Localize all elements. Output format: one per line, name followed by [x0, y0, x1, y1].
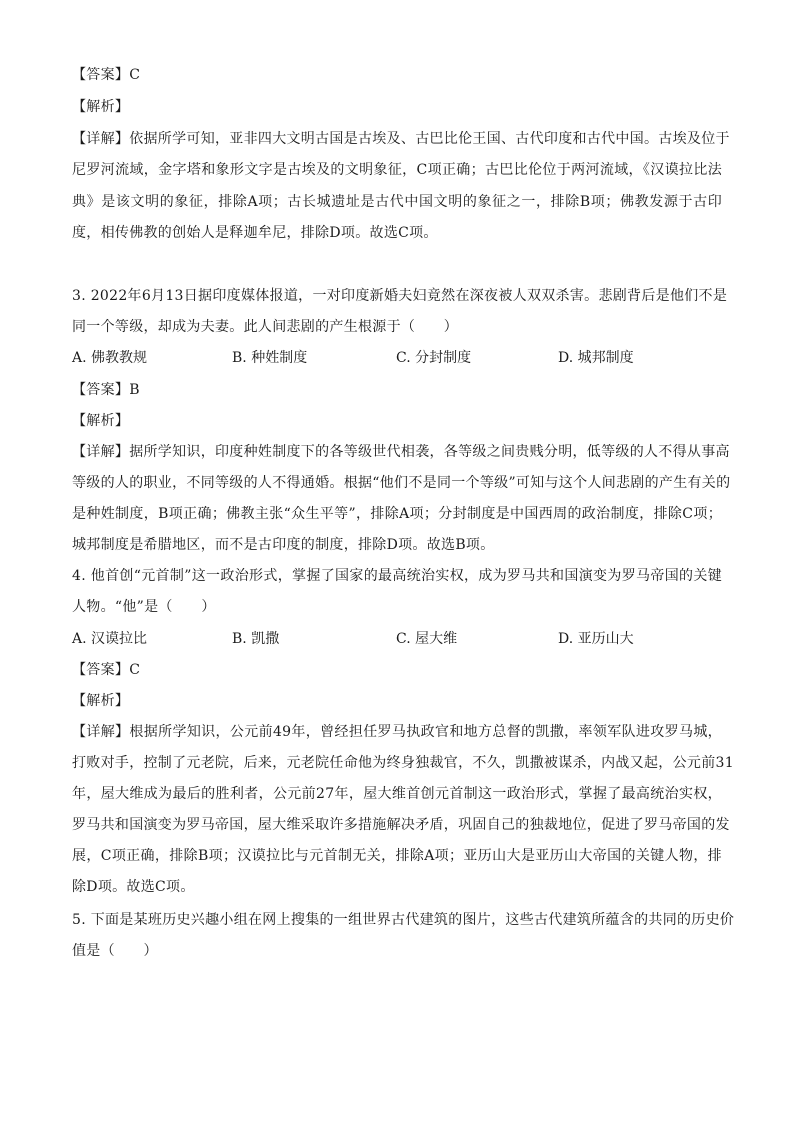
q3-stem-line-1: 3. 2022年6月13日据印度媒体报道，一对印度新婚夫妇竟然在深夜被人双双杀害。悲剧背后是他们不是 — [72, 288, 728, 304]
q4-option-b: B. 凯撒 — [232, 631, 280, 647]
q2-detail-line-3: 典》是该文明的象征，排除A项；古长城遗址是古代中国文明的象征之一，排除B项；佛教发源于古印 — [72, 194, 722, 210]
q4-option-d: D. 亚历山大 — [558, 631, 634, 647]
q4-detail-line-1: 【详解】根据所学知识，公元前49年，曾经担任罗马执政官和地方总督的凯撒，率领军队进攻罗马城， — [72, 724, 722, 740]
q3-option-c: C. 分封制度 — [396, 350, 472, 366]
q3-option-b: B. 种姓制度 — [232, 350, 308, 366]
q2-detail-line-2: 尼罗河流域，金字塔和象形文字是古埃及的文明象征，C项正确；古巴比伦位于两河流域，《汉谟拉比法 — [72, 162, 722, 178]
q3-detail-line-3: 是种姓制度，B项正确；佛教主张“众生平等”，排除A项；分封制度是中国西周的政治制度，排除C项； — [72, 506, 722, 522]
q4-stem-line-2: 人物。“他”是（ ） — [72, 599, 216, 615]
q3-detail-line-4: 城邦制度是希腊地区，而不是古印度的制度，排除D项。故选B项。 — [72, 537, 495, 553]
q4-detail-line-2: 打败对手，控制了元老院，后来，元老院任命他为终身独裁官，不久，凯撒被谋杀，内战又起，公元前31 — [72, 755, 734, 771]
q4-stem-line-1: 4. 他首创“元首制”这一政治形式，掌握了国家的最高统治实权，成为罗马共和国演变为罗马帝国的关键 — [72, 568, 722, 584]
q4-option-a: A. 汉谟拉比 — [72, 631, 148, 647]
q3-analysis-label: 【解析】 — [72, 413, 130, 429]
q2-detail-line-4: 度，相传佛教的创始人是释迦牟尼，排除D项。故选C项。 — [72, 225, 438, 241]
q4-detail-line-5: 展，C项正确，排除B项；汉谟拉比与元首制无关，排除A项；亚历山大是亚历山大帝国的关键人物，排 — [72, 848, 722, 864]
q3-options — [72, 349, 722, 367]
q4-analysis-label: 【解析】 — [72, 693, 130, 709]
q2-analysis-label: 【解析】 — [72, 99, 130, 115]
q4-detail-line-6: 除D项。故选C项。 — [72, 879, 195, 895]
q5-stem-line-2: 值是（ ） — [72, 943, 158, 959]
q4-options — [72, 630, 722, 648]
q2-answer: 【答案】C — [72, 67, 141, 83]
q3-answer: 【答案】B — [72, 382, 140, 398]
q3-option-d: D. 城邦制度 — [558, 350, 634, 366]
q4-option-c: C. 屋大维 — [396, 631, 458, 647]
q3-option-a: A. 佛教教规 — [72, 350, 148, 366]
q4-detail-line-4: 罗马共和国演变为罗马帝国，屋大维采取许多措施解决矛盾，巩固自己的独裁地位，促进了罗马帝国的发 — [72, 817, 730, 833]
q2-detail-line-1: 【详解】依据所学可知，亚非四大文明古国是古埃及、古巴比伦王国、古代印度和古代中国。古埃及位于 — [72, 131, 730, 147]
q3-stem-line-2: 同一个等级，却成为夫妻。此人间悲剧的产生根源于（ ） — [72, 319, 459, 335]
q3-detail-line-1: 【详解】据所学知识，印度种姓制度下的各等级世代相袭，各等级之间贵贱分明，低等级的人不得从事高 — [72, 444, 730, 460]
q4-detail-line-3: 年，屋大维成为最后的胜利者，公元前27年，屋大维首创元首制这一政治形式，掌握了最高统治实权， — [72, 786, 722, 802]
q5-stem-line-1: 5. 下面是某班历史兴趣小组在网上搜集的一组世界古代建筑的图片，这些古代建筑所蕴含的共同的历史价 — [72, 912, 735, 928]
q3-detail-line-2: 等级的人的职业，不同等级的人不得通婚。根据“他们不是同一个等级”可知与这个人间悲剧的产生有关的 — [72, 475, 731, 491]
q4-answer: 【答案】C — [72, 662, 141, 678]
